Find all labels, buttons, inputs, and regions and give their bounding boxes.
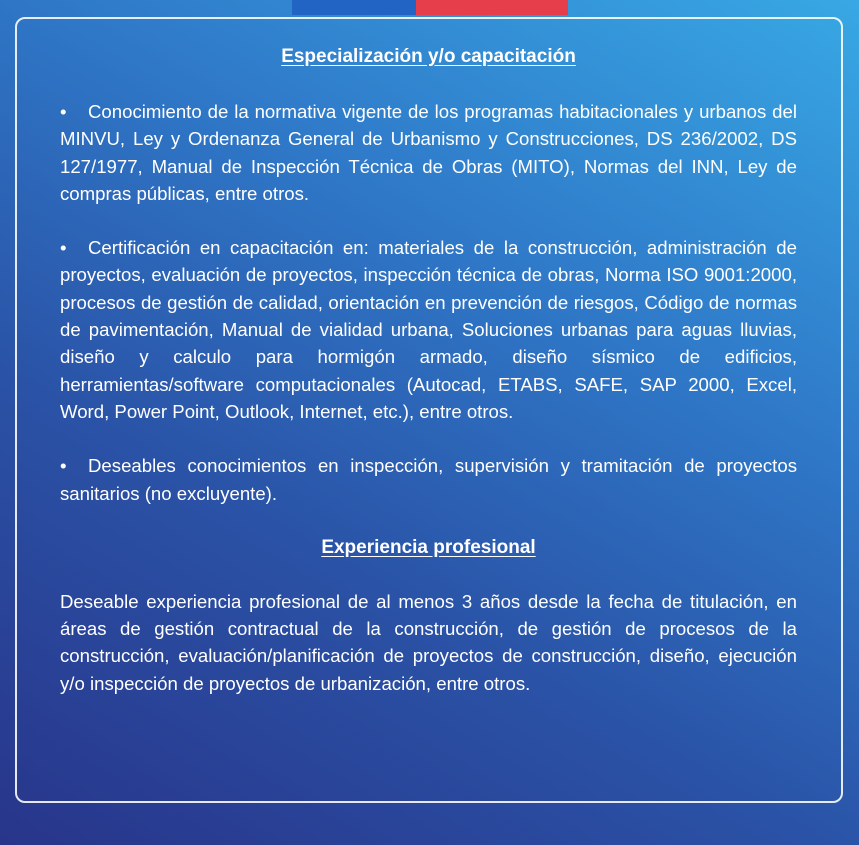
top-accent-bar-red: [416, 0, 568, 15]
section-title-specialization: Especialización y/o capacitación: [281, 46, 576, 67]
bullet-icon: •: [60, 237, 67, 259]
bullet-text: Deseables conocimientos en inspección, supervisión y tramitación de proyectos sanitarios (no excluyente).: [60, 455, 797, 504]
bullet-item: [60, 452, 797, 507]
experience-text: Deseable experiencia profesional de al menos 3 años desde la fecha de titulación, en áreas de gestión contractual de la construcción, de gestión de procesos de la construcción, evaluación/planificación de proyectos de construcción, diseño, ejecución y/o inspección de proyectos de urbanización, entre otros.: [60, 590, 797, 694]
bullet-icon: •: [60, 455, 67, 477]
section-title-experience: Experiencia profesional: [321, 536, 536, 558]
bullet-item: [60, 234, 797, 425]
top-accent-bar-blue: [292, 0, 416, 15]
bullet-text: Certificación en capacitación en: materiales de la construcción, administración de proyectos, evaluación de proyectos, inspección técnica de obras, Norma ISO 9001:2000, procesos de gestión de calidad, orientación en prevención de riesgos, Código de normas de pavimentación, Manual de vialidad urbana, Soluciones urbanas para aguas lluvias, diseño y calculo para hormigón armado, diseño sísmico de edificios, herramientas/software computacionales (Autocad, ETABS, SAFE, SAP 2000, Excel, Word, Power Point, Outlook, Internet, etc.), entre otros.: [60, 237, 797, 422]
bullet-text: Conocimiento de la normativa vigente de los programas habitacionales y urbanos del MINVU, Ley y Ordenanza General de Urbanismo y Construcciones, DS 236/2002, DS 127/1977, Manual de Inspección Técnica de Obras (MITO), Normas del INN, Ley de compras públicas, entre otros.: [60, 101, 797, 204]
bullet-item: [60, 98, 797, 207]
bullet-icon: •: [60, 101, 67, 122]
content-card: [15, 17, 843, 803]
